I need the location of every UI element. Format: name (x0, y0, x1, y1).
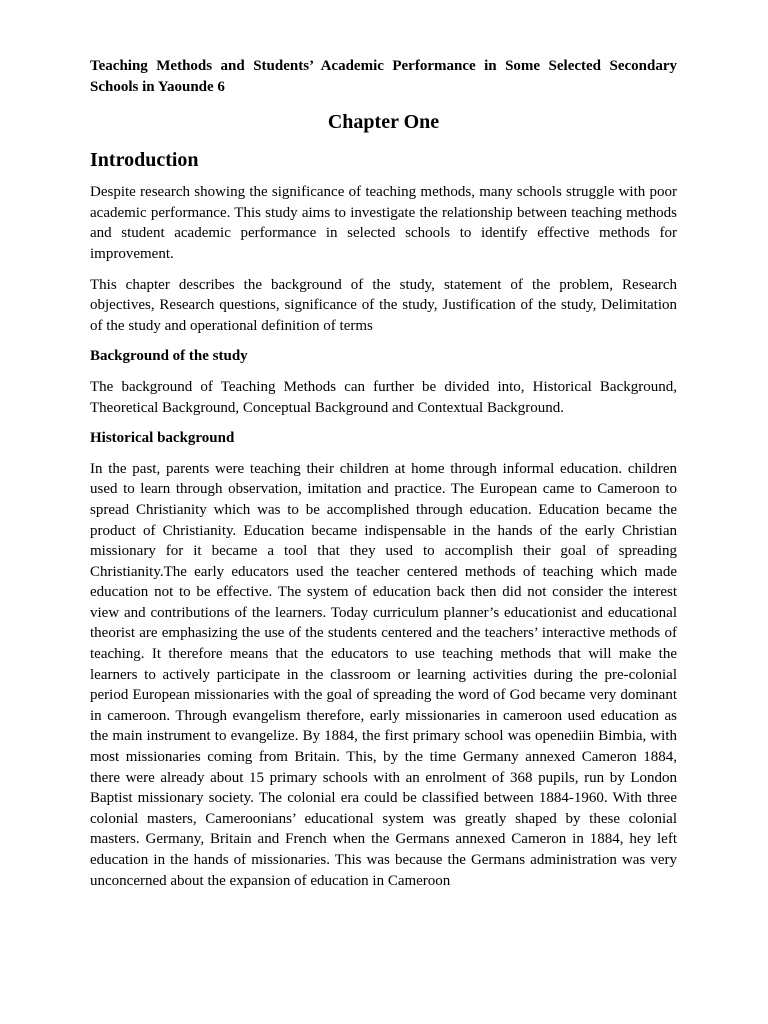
document-page (90, 56, 677, 891)
historical-paragraph: In the past, parents were teaching their children at home through informal education. children used to learn through observation, imitation and practice. The European came to Cameroon to spread Christianity which was to be accomplished through education. Education became the product of Christianity. Education became indispensable in the hands of the early Christian missionary for it became a tool that they used to accomplish their goal of spreading Christianity.The early educators used the teacher centered methods of teaching which made education not to be effective. The system of education back then did not consider the interest view and contributions of the learners. Today curriculum planner’s educationist and educational theorist are emphasizing the use of the students centered and the teachers’ interactive methods of teaching. It therefore means that the educators to use teaching methods that will make the learners to actively participate in the classroom or learning activities during the pre-colonial period European missionaries with the goal of spreading the word of God became very dominant in cameroon. Through evangelism therefore, early missionaries in cameroon used education as the main instrument to evangelize. By 1884, the first primary school was openediin Bimbia, with most missionaries coming from Britain. This, by the time Germany annexed Cameron 1884, there were already about 15 primary schools with an enrolment of 368 pupils, run by London Baptist missionary society. The colonial era could be classified between 1884-1960. With three colonial masters, Cameroonians’ educational system was greatly shaped by these colonial masters. Germany, Britain and French when the Germans annexed Cameron in 1884, hey left education in the hands of missionaries. This was because the Germans administration was very unconcerned about the expansion of education in Cameroon (90, 460, 677, 889)
section-title-introduction: Introduction (90, 149, 199, 172)
running-title: Teaching Methods and Students’ Academic Performance in Some Selected Secondary Schools in Yaounde 6 (90, 58, 677, 95)
intro-paragraph-1: Despite research showing the significance of teaching methods, many schools struggle with poor academic performance. This study aims to investigate the relationship between teaching methods and student academic performance in selected schools to identify effective methods for improvement. (90, 184, 677, 262)
intro-paragraph-2: This chapter describes the background of the study, statement of the problem, Research objectives, Research questions, significance of the study, Justification of the study, Delimitation of the study and operational definition of terms (90, 276, 677, 334)
background-heading: Background of the study (90, 348, 248, 365)
background-paragraph: The background of Teaching Methods can further be divided into, Historical Background, Theoretical Background, Conceptual Background and Contextual Background. (90, 378, 677, 416)
historical-heading: Historical background (90, 430, 235, 447)
chapter-title: Chapter One (327, 111, 440, 134)
